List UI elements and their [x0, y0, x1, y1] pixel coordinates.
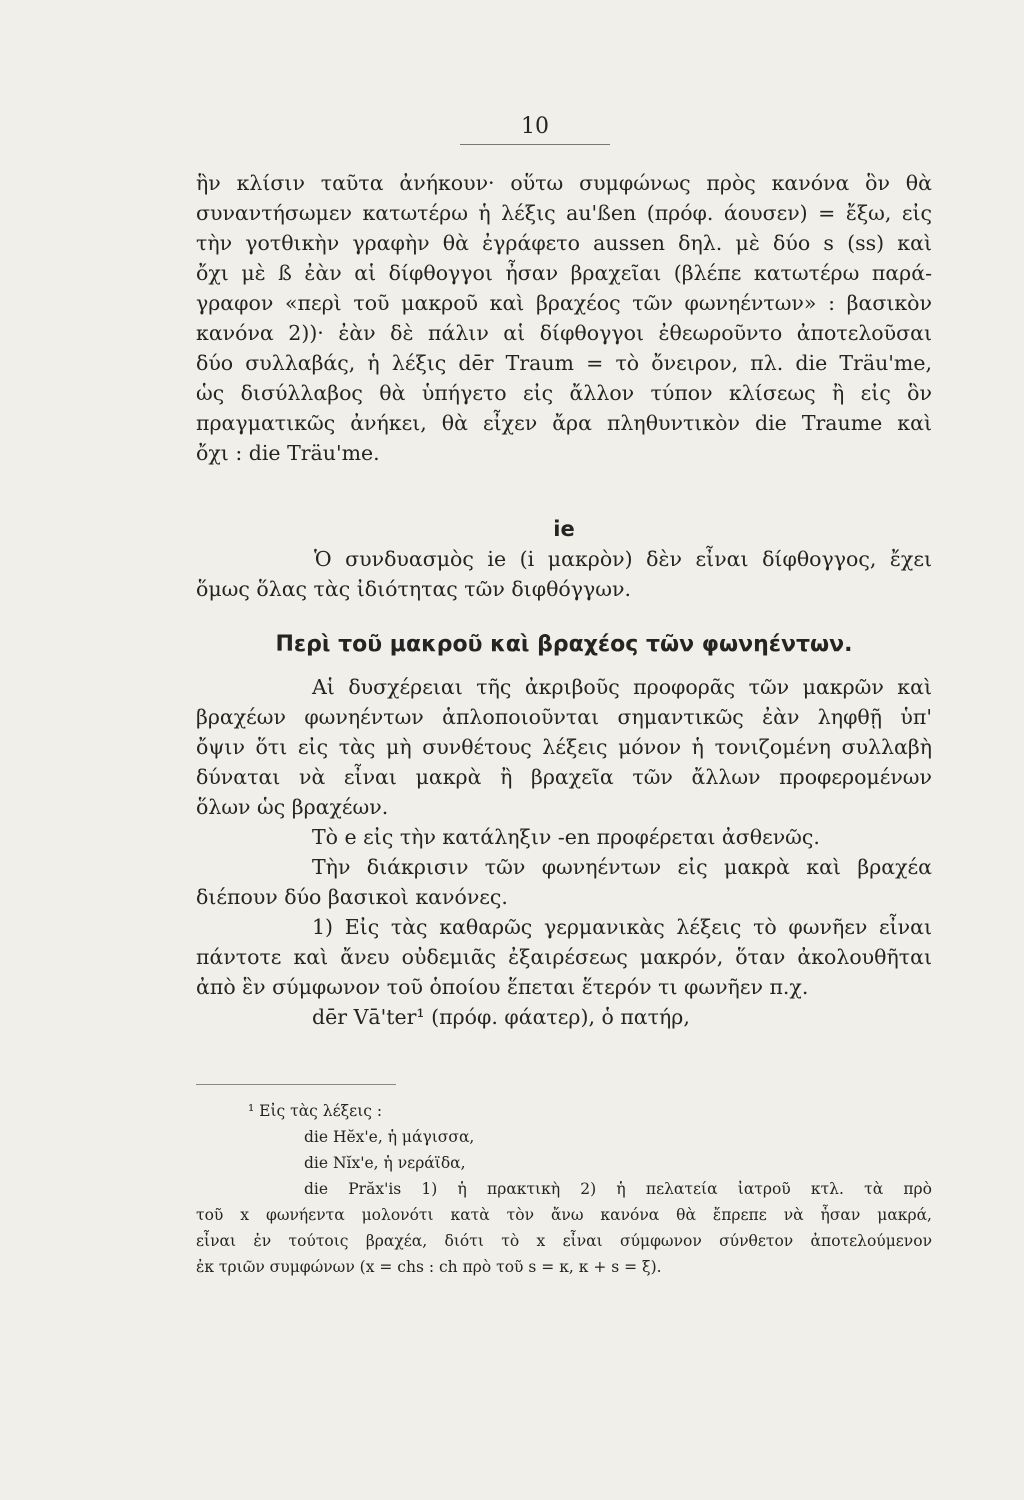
text-line: Ὁ συνδυασμὸς ie (i μακρὸν) δὲν εἶναι δίφθογγος, ἔχει [314, 547, 932, 571]
text-line: ἀπὸ ἓν σύμφωνον τοῦ ὁποίου ἕπεται ἕτερόν τι φωνῆεν π.χ. [196, 975, 809, 999]
text-line: ὅμως ὅλας τὰς ἰδιότητας τῶν διφθόγγων. [196, 577, 631, 601]
section-heading: Περὶ τοῦ μακροῦ καὶ βραχέος τῶν φωνηέντων. [275, 632, 853, 657]
footnote-line: ἐκ τριῶν συμφώνων (x = chs : ch πρὸ τοῦ s = κ, κ + s = ξ). [196, 1258, 662, 1276]
text-line: Τὴν διάκρισιν τῶν φωνηέντων εἰς μακρὰ καὶ βραχέα [312, 855, 932, 879]
text-line: συναντήσωμεν κατωτέρω ἡ λέξις au'ßen (πρόφ. άουσεν) = ἔξω, εἰς [196, 201, 932, 225]
text-line: πραγματικῶς ἀνήκει, θὰ εἶχεν ἄρα πληθυντικὸν die Traume καὶ [196, 411, 932, 435]
footnote-line: die Nĭx'e, ἡ νεράϊδα, [304, 1154, 466, 1172]
text-line: γραφον «περὶ τοῦ μακροῦ καὶ βραχέος τῶν φωνηέντων» : βασικὸν [196, 291, 932, 315]
footnote-line: die Hĕx'e, ἡ μάγισσα, [304, 1128, 475, 1146]
text-line: ὄχι μὲ ß ἐὰν αἱ δίφθογγοι ἦσαν βραχεῖαι (βλέπε κατωτέρω παρά- [196, 261, 932, 285]
page-number: 10 [460, 114, 610, 145]
text-line: τὴν γοτθικὴν γραφὴν θὰ ἐγράφετο aussen δηλ. μὲ δύο s (ss) καὶ [196, 231, 932, 255]
text-line: Τὸ e εἰς τὴν κατάληξιν -en προφέρεται ἀσθενῶς. [312, 825, 820, 849]
text-line: διέπουν δύο βασικοὶ κανόνες. [196, 885, 508, 909]
paragraph-3 [196, 672, 932, 1032]
text-line: βραχέων φωνηέντων ἁπλοποιοῦνται σημαντικῶς ἐὰν ληφθῇ ὑπ' [196, 705, 932, 729]
text-line: πάντοτε καὶ ἄνευ οὐδεμιᾶς ἐξαιρέσεως μακρόν, ὅταν ἀκολουθῆται [196, 945, 932, 969]
text-line: ὅλων ὡς βραχέων. [196, 795, 389, 819]
text-line: ὡς δισύλλαβος θὰ ὑπήγετο εἰς ἄλλον τύπον κλίσεως ἢ εἰς ὃν [196, 381, 932, 405]
text-line: ὄψιν ὅτι εἰς τὰς μὴ συνθέτους λέξεις μόνον ἡ τονιζομένη συλλαβὴ [196, 735, 932, 759]
footnote-line: die Prăx'is 1) ἡ πρακτικὴ 2) ἡ πελατεία ἰατροῦ κτλ. τὰ πρὸ [304, 1180, 932, 1198]
footnote [196, 1098, 932, 1280]
subheading-ie: ie [553, 517, 575, 541]
section-title [196, 630, 932, 660]
text-line: 1) Εἰς τὰς καθαρῶς γερμανικὰς λέξεις τὸ φωνῆεν εἶναι [312, 915, 932, 939]
text-line: Αἱ δυσχέρειαι τῆς ἀκριβοῦς προφορᾶς τῶν μακρῶν καὶ [312, 675, 932, 699]
footnote-divider [196, 1084, 396, 1085]
text-line: κανόνα 2))· ἐὰν δὲ πάλιν αἱ δίφθογγοι ἐθεωροῦντο ἀποτελοῦσαι [196, 321, 932, 345]
text-line: δύο συλλαβάς, ἡ λέξις dēr Traum = τὸ ὄνειρον, πλ. die Träu'me, [196, 351, 932, 375]
ie-section [196, 502, 932, 604]
footnote-line: τοῦ x φωνήεντα μολονότι κατὰ τὸν ἄνω κανόνα θὰ ἔπρεπε νὰ ἦσαν μακρά, [196, 1206, 932, 1224]
text-line: ὄχι : die Träu'me. [196, 441, 380, 465]
footnote-line: εἶναι ἐν τούτοις βραχέα, διότι τὸ x εἶναι σύμφωνον σύνθετον ἀποτελούμενον [196, 1232, 932, 1250]
text-line: ἣν κλίσιν ταῦτα ἀνήκουν· οὕτω συμφώνως πρὸς κανόνα ὃν θὰ [196, 171, 932, 195]
text-line: δύναται νὰ εἶναι μακρὰ ἢ βραχεῖα τῶν ἄλλων προφερομένων [196, 765, 932, 789]
text-line: dēr Vā'ter¹ (πρόφ. φάατερ), ὁ πατήρ, [312, 1005, 690, 1029]
footnote-line: ¹ Εἰς τὰς λέξεις : [248, 1102, 383, 1120]
paragraph-1 [196, 168, 932, 468]
